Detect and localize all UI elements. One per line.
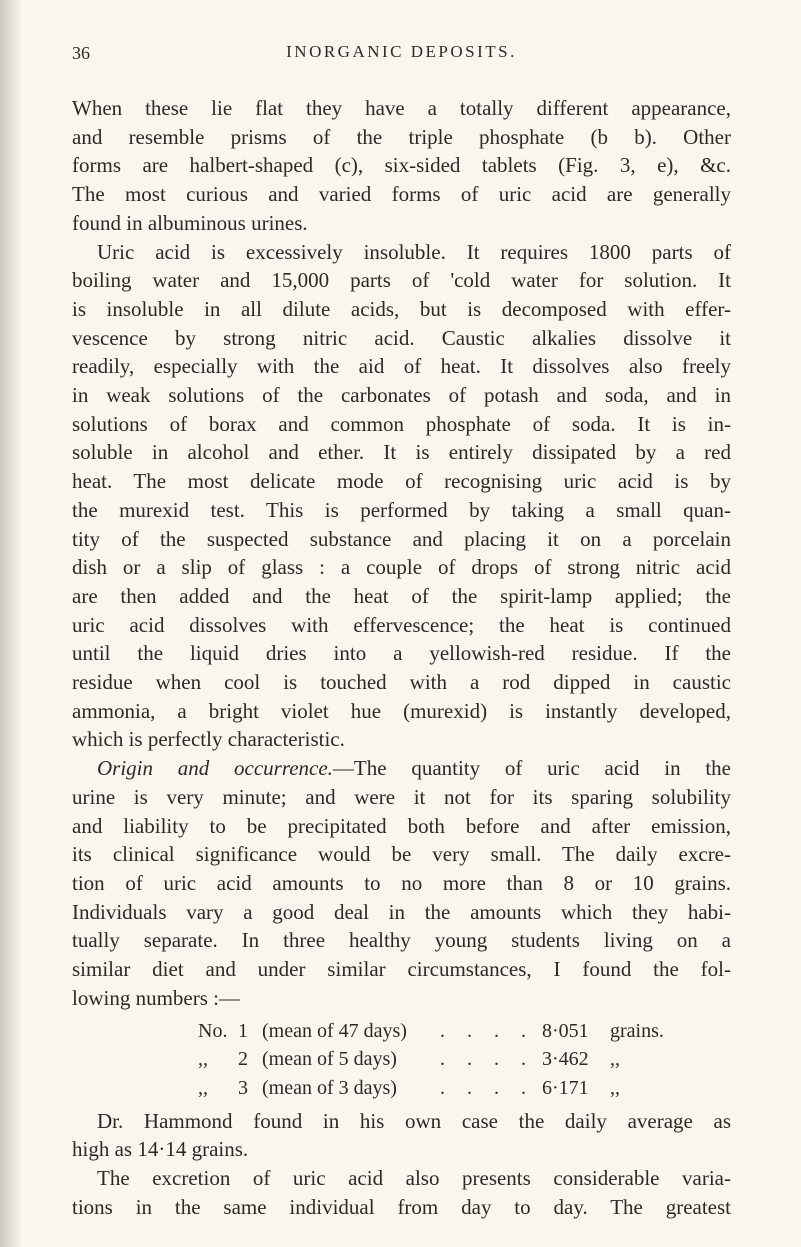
text-line: solutions of borax and common phosphate of soda. It is in- <box>72 411 731 436</box>
text-line <box>72 754 731 783</box>
scan-gutter-shadow <box>0 0 22 1247</box>
text-line: residue when cool is touched with a rod dipped in caustic <box>72 670 731 695</box>
row-unit: ,, <box>610 1048 620 1071</box>
text-line: The excretion of uric acid also presents considerable varia- <box>97 1166 731 1191</box>
text-line: high as 14·14 grains. <box>72 1137 249 1162</box>
body-text <box>72 94 731 1221</box>
page-header <box>0 42 801 70</box>
row-number-label: ,, <box>198 1048 208 1071</box>
row-value: 6·171 <box>542 1076 589 1099</box>
row-description: (mean of 5 days) <box>262 1048 397 1071</box>
text-line: is insoluble in all dilute acids, but is decomposed with effer- <box>72 296 731 321</box>
row-description: (mean of 3 days) <box>262 1076 397 1099</box>
section-lead-italic: Origin and occurrence. <box>97 756 333 781</box>
text-line: Individuals vary a good deal in the amounts which they habi- <box>72 899 731 924</box>
row-number: 2 <box>238 1048 248 1071</box>
text-line: the murexid test. This is performed by taking a small quan- <box>72 497 731 522</box>
text-line: found in albuminous urines. <box>72 210 308 235</box>
dot-leader: . . . . <box>440 1019 526 1042</box>
text-line: boiling water and 15,000 parts of 'cold water for solution. It <box>72 268 731 293</box>
text-line: soluble in alcohol and ether. It is entirely dissipated by a red <box>72 440 731 465</box>
row-number-label: No. <box>198 1019 228 1042</box>
text-line: tion of uric acid amounts to no more than 8 or 10 grains. <box>72 870 731 895</box>
row-unit: ,, <box>610 1076 620 1099</box>
row-unit: grains. <box>610 1019 664 1042</box>
page-number: 36 <box>72 43 90 63</box>
text-line: ammonia, a bright violet hue (murexid) is instantly developed, <box>72 698 731 723</box>
text-line: uric acid dissolves with effervescence; the heat is continued <box>72 612 731 637</box>
row-description: (mean of 47 days) <box>262 1019 407 1042</box>
table-row <box>198 1017 731 1046</box>
text-line: tity of the suspected substance and placing it on a porcelain <box>72 526 731 551</box>
table-row <box>198 1074 731 1103</box>
text-line: urine is very minute; and were it not for its sparing solubility <box>72 784 731 809</box>
text-line: vescence by strong nitric acid. Caustic alkalies dissolve it <box>72 325 731 350</box>
text-line: its clinical significance would be very small. The daily excre- <box>72 842 731 867</box>
text-line: heat. The most delicate mode of recognising uric acid is by <box>72 469 731 494</box>
table-row <box>198 1045 731 1074</box>
row-value: 8·051 <box>542 1019 589 1042</box>
text-line: When these lie flat they have a totally different appearance, <box>72 96 731 120</box>
text-line: forms are halbert-shaped (c), six-sided tablets (Fig. 3, e), &c. <box>72 153 731 178</box>
text-line: and resemble prisms of the triple phosphate (b b). Other <box>72 124 731 149</box>
dot-leader: . . . . <box>440 1048 526 1071</box>
text-line: tions in the same individual from day to day. The greatest <box>72 1194 731 1219</box>
text-line: Dr. Hammond found in his own case the daily average as <box>97 1108 731 1133</box>
text-line: in weak solutions of the carbonates of potash and soda, and in <box>72 383 731 408</box>
text-line: similar diet and under similar circumstances, I found the fol- <box>72 957 731 982</box>
row-number: 1 <box>238 1019 248 1042</box>
text-line: are then added and the heat of the spirit-lamp applied; the <box>72 583 731 608</box>
paragraph-hammond <box>72 1107 731 1164</box>
text-line: lowing numbers :— <box>72 985 240 1010</box>
uric-acid-excretion-table <box>198 1017 731 1103</box>
text-line: The most curious and varied forms of uric acid are generally <box>72 182 731 207</box>
dot-leader: . . . . <box>440 1076 526 1099</box>
row-number-label: ,, <box>198 1076 208 1099</box>
text-line: tually separate. In three healthy young students living on a <box>72 928 731 953</box>
text-line: which is perfectly characteristic. <box>72 727 345 752</box>
text-line: dish or a slip of glass : a couple of drops of strong nitric acid <box>72 555 731 580</box>
paragraph-solubility <box>72 238 731 755</box>
text-line: and liability to be precipitated both before and after emission, <box>72 813 731 838</box>
paragraph-crystal-forms <box>72 94 731 238</box>
row-number: 3 <box>238 1076 248 1099</box>
paragraph-origin-occurrence <box>72 754 731 1012</box>
running-header: INORGANIC DEPOSITS. <box>286 42 517 61</box>
row-value: 3·462 <box>542 1048 589 1071</box>
paragraph-variations <box>72 1164 731 1221</box>
section-lead-rest: —The quantity of uric acid in the <box>332 756 731 781</box>
text-line: Uric acid is excessively insoluble. It requires 1800 parts of <box>97 239 731 264</box>
text-line: readily, especially with the aid of heat. It dissolves also freely <box>72 354 731 379</box>
text-line: until the liquid dries into a yellowish-red residue. If the <box>72 641 731 666</box>
